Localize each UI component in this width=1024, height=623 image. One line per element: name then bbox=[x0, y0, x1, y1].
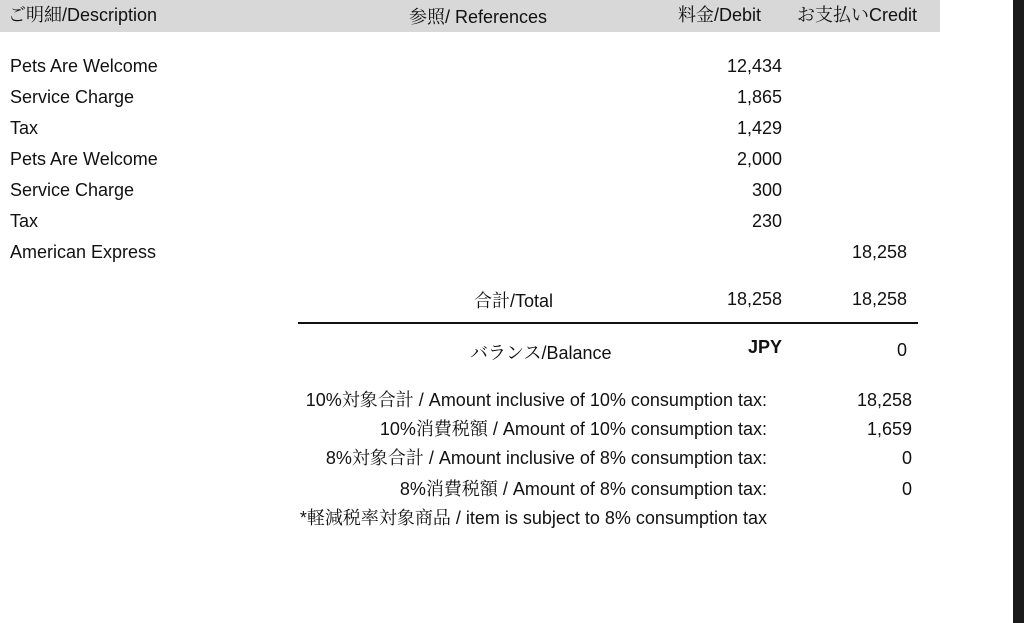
table-row bbox=[0, 116, 940, 140]
item-description: Pets Are Welcome bbox=[10, 149, 158, 169]
tax-summary-value: 0 bbox=[901, 479, 912, 499]
page-edge bbox=[1013, 0, 1024, 623]
column-header-debit: 料金/Debit bbox=[678, 5, 762, 25]
item-description: Tax bbox=[10, 118, 39, 138]
item-credit: 18,258 bbox=[851, 242, 907, 262]
tax-summary-value: 1,659 bbox=[866, 419, 912, 439]
item-debit: 1,865 bbox=[736, 87, 782, 107]
column-header-credit: お支払いCredit bbox=[797, 5, 918, 25]
item-description: Tax bbox=[10, 211, 39, 231]
total-label: 合計/Total bbox=[474, 291, 554, 311]
item-description: Service Charge bbox=[10, 180, 135, 200]
tax-summary-label: 8%対象合計 / Amount inclusive of 8% consumption tax: bbox=[325, 448, 767, 468]
table-row bbox=[0, 54, 940, 78]
tax-summary-label: 10%消費税額 / Amount of 10% consumption tax: bbox=[379, 419, 767, 439]
table-row bbox=[0, 209, 940, 233]
tax-summary-value: 18,258 bbox=[856, 390, 912, 410]
item-debit: 12,434 bbox=[726, 56, 782, 76]
table-row bbox=[0, 85, 940, 109]
balance-currency: JPY bbox=[747, 337, 782, 357]
tax-summary-value: 0 bbox=[901, 448, 912, 468]
balance-label: バランス/Balance bbox=[470, 343, 612, 363]
item-description: Service Charge bbox=[10, 87, 135, 107]
item-description: Pets Are Welcome bbox=[10, 56, 158, 76]
balance-value: 0 bbox=[896, 340, 907, 360]
item-debit: 2,000 bbox=[736, 149, 782, 169]
column-header-description: ご明細/Description bbox=[8, 5, 158, 25]
reduced-tax-footnote: *軽減税率対象商品 / item is subject to 8% consumption tax bbox=[299, 508, 767, 528]
total-credit: 18,258 bbox=[851, 289, 907, 309]
total-debit: 18,258 bbox=[726, 289, 782, 309]
table-row bbox=[0, 178, 940, 202]
table-header bbox=[0, 0, 940, 32]
tax-summary-label: 8%消費税額 / Amount of 8% consumption tax: bbox=[399, 479, 767, 499]
total-divider bbox=[298, 322, 918, 324]
item-debit: 300 bbox=[751, 180, 782, 200]
item-debit: 230 bbox=[751, 211, 782, 231]
item-description: American Express bbox=[10, 242, 157, 262]
tax-summary-label: 10%対象合計 / Amount inclusive of 10% consumption tax: bbox=[305, 390, 767, 410]
column-header-references: 参照/ References bbox=[409, 7, 548, 27]
table-row bbox=[0, 240, 940, 264]
table-row bbox=[0, 147, 940, 171]
item-debit: 1,429 bbox=[736, 118, 782, 138]
